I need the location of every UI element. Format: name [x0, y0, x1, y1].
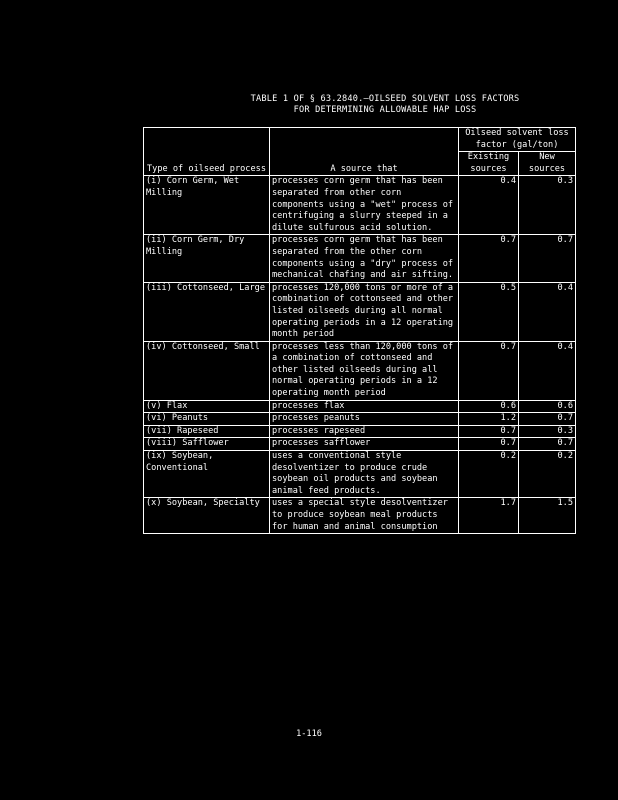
existing-cell: 0.7	[459, 341, 519, 400]
table-row	[144, 413, 576, 426]
new-cell: 0.2	[519, 451, 576, 498]
table-title-line-1: TABLE 1 OF § 63.2840.—OILSEED SOLVENT LOSS FACTORS	[250, 94, 520, 104]
new-cell: 0.3	[519, 176, 576, 235]
existing-cell: 0.6	[459, 400, 519, 413]
new-cell: 0.4	[519, 282, 576, 341]
new-cell: 1.5	[519, 498, 576, 534]
page-number: 1-116	[296, 729, 322, 739]
process-cell: (ix) Soybean, Conventional	[144, 451, 270, 498]
table-title-line-2: FOR DETERMINING ALLOWABLE HAP LOSS	[293, 105, 477, 115]
process-cell: (iv) Cottonseed, Small	[144, 341, 270, 400]
source-cell: processes corn germ that has been separated from other corn components using a "wet" process of centrifuging a slurry steeped in a dilute sulfurous acid solution.	[270, 176, 459, 235]
source-cell: processes corn germ that has been separated from the other corn components using a "dry" process of mechanical chafing and air sifting.	[270, 235, 459, 282]
existing-cell: 0.7	[459, 425, 519, 438]
process-cell: (v) Flax	[144, 400, 270, 413]
existing-cell: 0.2	[459, 451, 519, 498]
process-cell: (viii) Safflower	[144, 438, 270, 451]
existing-cell: 0.5	[459, 282, 519, 341]
process-cell: (x) Soybean, Specialty	[144, 498, 270, 534]
table-row	[144, 235, 576, 282]
new-cell: 0.7	[519, 438, 576, 451]
existing-cell: 0.7	[459, 235, 519, 282]
source-cell: uses a conventional style desolventizer to produce crude soybean oil products and soybean animal feed products.	[270, 451, 459, 498]
header-existing: Existing sources	[459, 152, 519, 176]
source-cell: processes less than 120,000 tons of a combination of cottonseed and other listed oilseeds during all normal operating periods in a 12 operating month period	[270, 341, 459, 400]
header-row-group	[144, 128, 576, 152]
table-row	[144, 498, 576, 534]
source-cell: processes flax	[270, 400, 459, 413]
existing-cell: 0.7	[459, 438, 519, 451]
header-loss-factor: Oilseed solvent loss factor (gal/ton)	[459, 128, 576, 152]
table-row	[144, 341, 576, 400]
new-cell: 0.4	[519, 341, 576, 400]
source-cell: processes peanuts	[270, 413, 459, 426]
source-cell: processes 120,000 tons or more of a combination of cottonseed and other listed oilseeds during all normal operating periods in a 12 operating month period	[270, 282, 459, 341]
new-cell: 0.3	[519, 425, 576, 438]
header-new: New sources	[519, 152, 576, 176]
table-row	[144, 425, 576, 438]
existing-cell: 1.2	[459, 413, 519, 426]
table-row	[144, 438, 576, 451]
header-source: A source that	[270, 128, 459, 176]
table-row	[144, 400, 576, 413]
process-cell: (vii) Rapeseed	[144, 425, 270, 438]
new-cell: 0.6	[519, 400, 576, 413]
source-cell: uses a special style desolventizer to produce soybean meal products for human and animal consumption	[270, 498, 459, 534]
table-row	[144, 451, 576, 498]
source-cell: processes rapeseed	[270, 425, 459, 438]
existing-cell: 1.7	[459, 498, 519, 534]
header-process: Type of oilseed process	[144, 128, 270, 176]
table-row	[144, 176, 576, 235]
table-title	[200, 94, 570, 116]
new-cell: 0.7	[519, 413, 576, 426]
process-cell: (vi) Peanuts	[144, 413, 270, 426]
process-cell: (iii) Cottonseed, Large	[144, 282, 270, 341]
new-cell: 0.7	[519, 235, 576, 282]
source-cell: processes safflower	[270, 438, 459, 451]
solvent-loss-table	[143, 127, 576, 534]
process-cell: (i) Corn Germ, Wet Milling	[144, 176, 270, 235]
table-row	[144, 282, 576, 341]
process-cell: (ii) Corn Germ, Dry Milling	[144, 235, 270, 282]
existing-cell: 0.4	[459, 176, 519, 235]
